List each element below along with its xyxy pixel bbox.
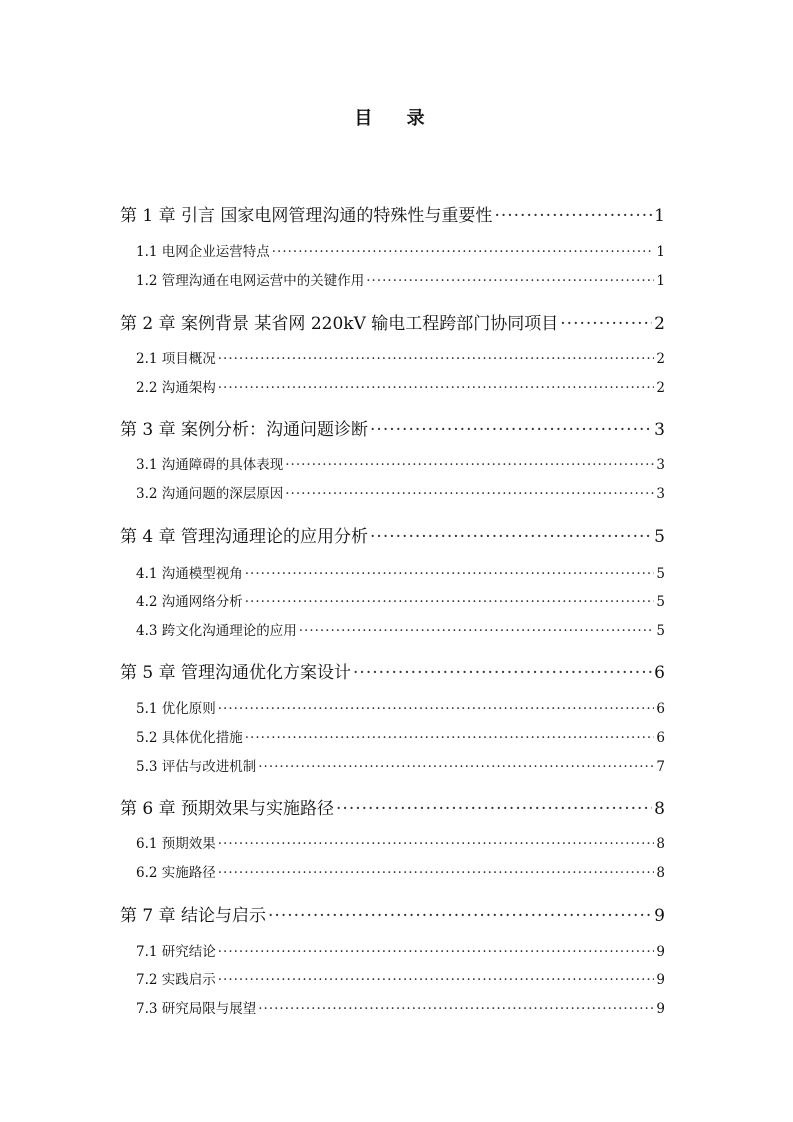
toc-page-number: 5	[656, 623, 665, 639]
toc-leader-dots	[218, 865, 655, 881]
toc-leader-dots	[245, 566, 655, 582]
toc-chapter-entry[interactable]	[120, 201, 665, 225]
toc-leader-dots	[218, 836, 655, 852]
toc-entry-label: 7.3 研究局限与展望	[136, 1001, 257, 1017]
toc-section-entry[interactable]	[136, 240, 665, 260]
toc-page-number: 6	[656, 730, 665, 746]
toc-entry-label: 第 2 章 案例背景 某省网 220kV 输电工程跨部门协同项目	[120, 314, 559, 334]
toc-section-entry[interactable]	[136, 269, 665, 289]
toc-section-entry[interactable]	[136, 482, 665, 502]
toc-entry-label: 第 4 章 管理沟通理论的应用分析	[120, 527, 369, 547]
toc-page-number: 2	[656, 380, 665, 396]
toc-entry-label: 4.1 沟通模型视角	[136, 566, 243, 582]
toc-leader-dots	[272, 244, 655, 260]
toc-entry-label: 5.2 具体优化措施	[136, 730, 243, 746]
toc-page-number: 3	[656, 486, 665, 502]
toc-entry-label: 3.2 沟通问题的深层原因	[136, 486, 284, 502]
toc-leader-dots	[245, 730, 655, 746]
toc-section-entry[interactable]	[136, 726, 665, 746]
toc-page-number: 8	[654, 799, 665, 819]
toc-page-number: 5	[656, 566, 665, 582]
toc-section-entry[interactable]	[136, 562, 665, 582]
toc-entry-label: 2.1 项目概况	[136, 351, 216, 367]
toc-leader-dots	[336, 799, 652, 819]
toc-leader-dots	[218, 380, 655, 396]
toc-leader-dots	[370, 527, 652, 547]
toc-page-number: 6	[656, 701, 665, 717]
toc-section-entry[interactable]	[136, 347, 665, 367]
toc-chapter-entry[interactable]	[120, 901, 665, 925]
toc-entry-label: 1.2 管理沟通在电网运营中的关键作用	[136, 273, 365, 289]
toc-page-number: 5	[654, 527, 665, 547]
toc-page-number: 9	[656, 972, 665, 988]
toc-page-number: 1	[656, 244, 665, 260]
toc-page-number: 3	[654, 420, 665, 440]
toc-entry-label: 6.1 预期效果	[136, 836, 216, 852]
toc-leader-dots	[258, 1001, 654, 1017]
toc-chapter-entry[interactable]	[120, 658, 665, 682]
toc-entry-label: 5.3 评估与改进机制	[136, 759, 257, 775]
toc-leader-dots	[218, 351, 655, 367]
toc-section-entry[interactable]	[136, 861, 665, 881]
toc-entry-label: 7.2 实践启示	[136, 972, 216, 988]
toc-page-number: 9	[654, 906, 665, 926]
toc-page-number: 3	[656, 457, 665, 473]
toc-leader-dots	[353, 663, 652, 683]
toc-leader-dots	[218, 972, 655, 988]
toc-entry-label: 3.1 沟通障碍的具体表现	[136, 457, 284, 473]
toc-title: 目 录	[354, 108, 439, 129]
toc-leader-dots	[299, 623, 655, 639]
toc-entry-label: 4.2 沟通网络分析	[136, 594, 243, 610]
toc-page-number: 5	[656, 594, 665, 610]
toc-page-number: 6	[654, 663, 665, 683]
toc-section-entry[interactable]	[136, 590, 665, 610]
toc-entry-label: 4.3 跨文化沟通理论的应用	[136, 623, 297, 639]
toc-section-entry[interactable]	[136, 376, 665, 396]
toc-entry-label: 第 5 章 管理沟通优化方案设计	[120, 663, 352, 683]
toc-entry-label: 第 3 章 案例分析：沟通问题诊断	[120, 420, 369, 440]
toc-page-number: 8	[656, 865, 665, 881]
toc-leader-dots	[258, 759, 654, 775]
toc-section-entry[interactable]	[136, 453, 665, 473]
toc-chapter-entry[interactable]	[120, 415, 665, 439]
toc-leader-dots	[366, 273, 654, 289]
toc-chapter-entry[interactable]	[120, 309, 665, 333]
toc-entry-label: 1.1 电网企业运营特点	[136, 244, 270, 260]
toc-section-entry[interactable]	[136, 940, 665, 960]
toc-section-entry[interactable]	[136, 832, 665, 852]
toc-chapter-entry[interactable]	[120, 794, 665, 818]
toc-leader-dots	[218, 701, 655, 717]
toc-leader-dots	[370, 420, 652, 440]
toc-leader-dots	[268, 906, 652, 926]
toc-page-number: 2	[656, 351, 665, 367]
toc-section-entry[interactable]	[136, 755, 665, 775]
toc-entry-label: 7.1 研究结论	[136, 944, 216, 960]
toc-leader-dots	[494, 206, 652, 226]
toc-leader-dots	[285, 486, 654, 502]
toc-section-entry[interactable]	[136, 968, 665, 988]
toc-page-number: 1	[656, 273, 665, 289]
toc-page-number: 2	[654, 314, 665, 334]
toc-page-number: 1	[654, 206, 665, 226]
toc-entry-label: 第 6 章 预期效果与实施路径	[120, 799, 335, 819]
toc-entry-label: 5.1 优化原则	[136, 701, 216, 717]
toc-entry-label: 6.2 实施路径	[136, 865, 216, 881]
toc-section-entry[interactable]	[136, 697, 665, 717]
toc-entry-label: 第 1 章 引言 国家电网管理沟通的特殊性与重要性	[120, 206, 493, 226]
toc-page-number: 9	[656, 1001, 665, 1017]
toc-entry-label: 2.2 沟通架构	[136, 380, 216, 396]
toc-leader-dots	[285, 457, 654, 473]
toc-chapter-entry[interactable]	[120, 522, 665, 546]
toc-entry-label: 第 7 章 结论与启示	[120, 906, 267, 926]
toc-section-entry[interactable]	[136, 619, 665, 639]
toc-page-number: 8	[656, 836, 665, 852]
toc-page-number: 9	[656, 944, 665, 960]
toc-page-number: 7	[656, 759, 665, 775]
toc-leader-dots	[218, 944, 655, 960]
toc-leader-dots	[560, 314, 652, 334]
toc-leader-dots	[245, 594, 655, 610]
toc-section-entry[interactable]	[136, 997, 665, 1017]
